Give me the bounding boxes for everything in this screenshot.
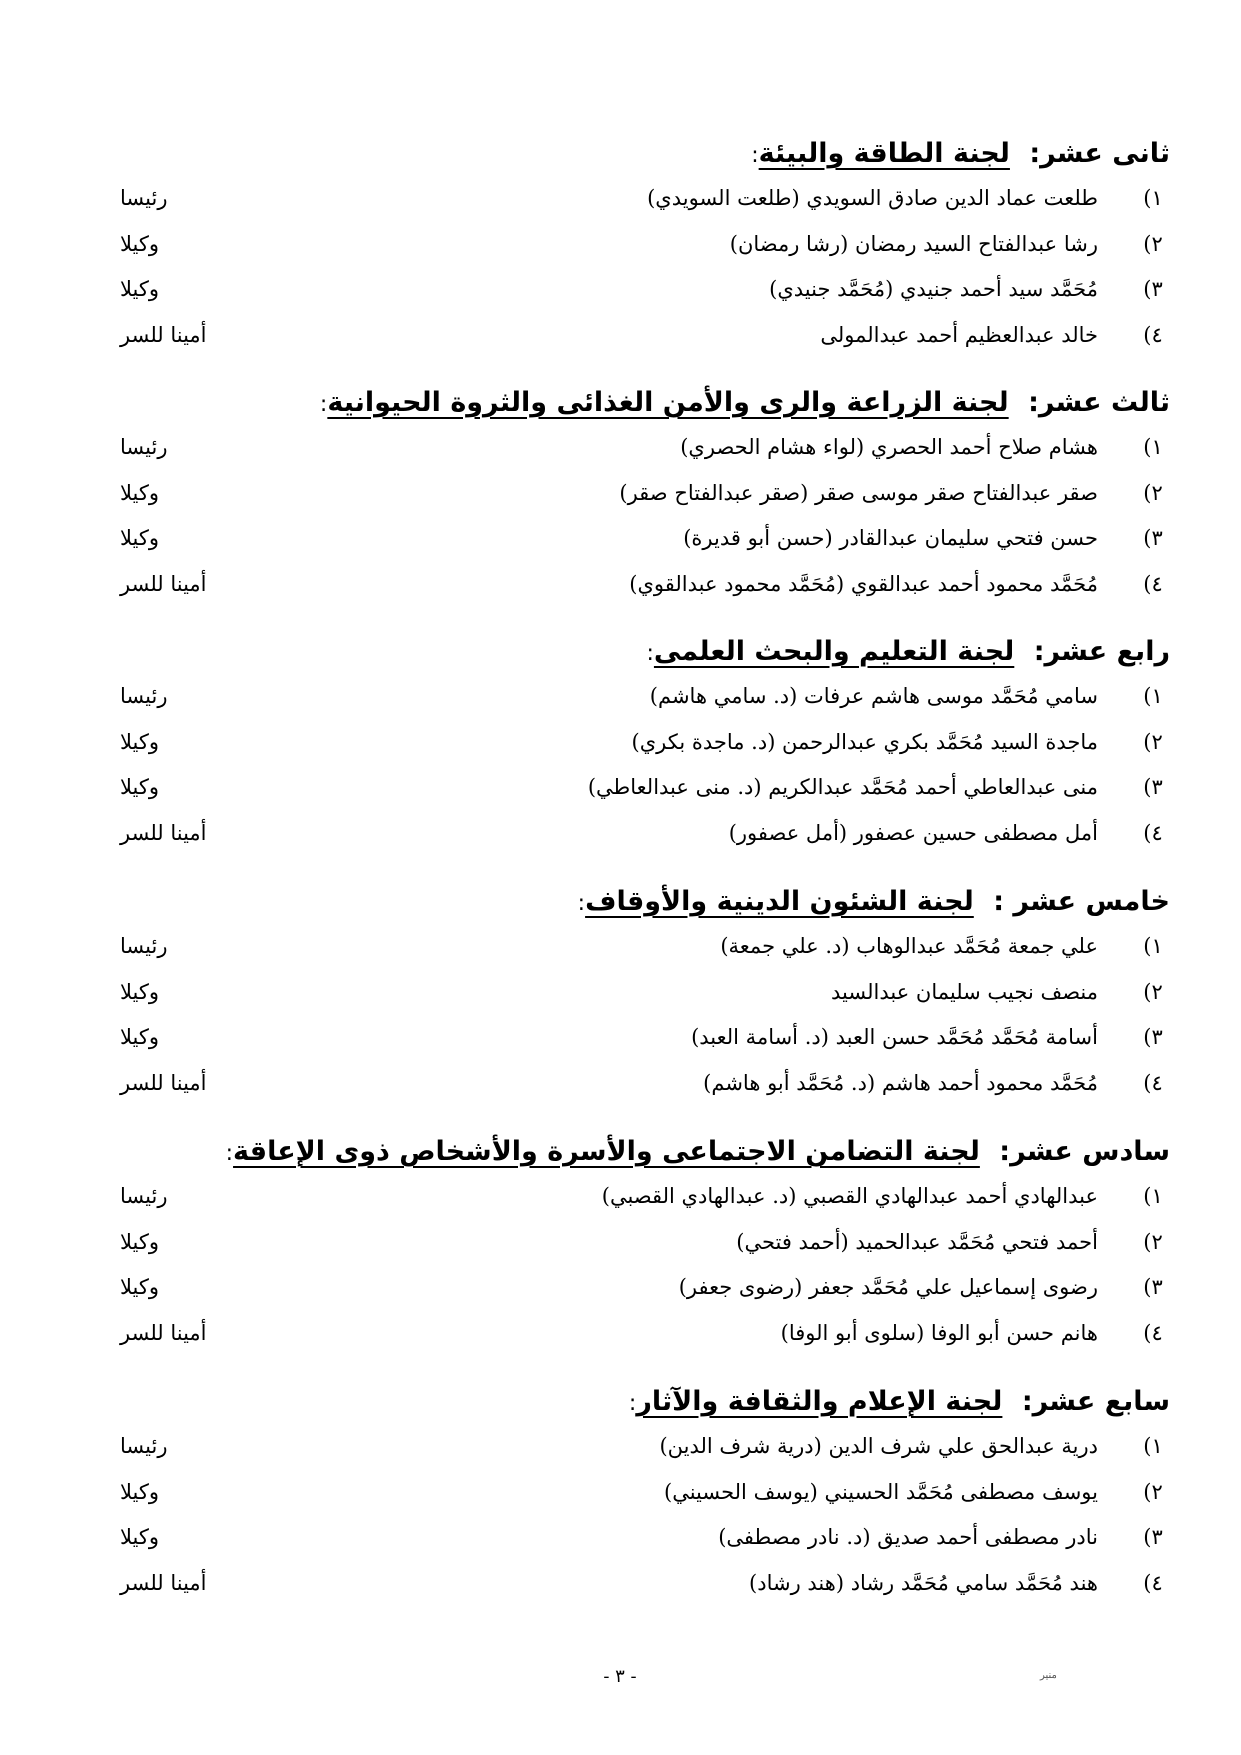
committee-section xyxy=(120,132,1170,358)
member-number: ١) xyxy=(1143,186,1163,210)
member-row xyxy=(120,516,1170,562)
member-role: وكيلا xyxy=(120,729,160,754)
member-name: درية عبدالحق علي شرف الدين (درية شرف الدين) xyxy=(659,1434,1098,1458)
section-heading: خامس عشر : لجنة الشئون الدينية والأوقاف: xyxy=(577,886,1170,917)
member-role: وكيلا xyxy=(120,1275,160,1299)
member-row xyxy=(120,1470,1170,1516)
member-role: رئيسا xyxy=(120,435,168,459)
member-role: رئيسا xyxy=(120,186,168,210)
committee-section xyxy=(120,381,1170,607)
section-ordinal: رابع عشر: xyxy=(1033,636,1170,667)
section-title: لجنة الزراعة والرى والأمن الغذائى والثروة الحيوانية xyxy=(327,387,1009,418)
member-row xyxy=(120,1561,1170,1607)
member-row xyxy=(120,176,1170,222)
member-name: مُحَمَّد سيد أحمد جنيدي (مُحَمَّد جنيدي) xyxy=(769,277,1098,301)
member-number: ٢) xyxy=(1143,480,1163,505)
member-name: هند مُحَمَّد سامي مُحَمَّد رشاد (هند رشاد) xyxy=(749,1570,1098,1595)
member-number: ١) xyxy=(1143,934,1163,958)
section-heading: سادس عشر: لجنة التضامن الاجتماعى والأسرة والأشخاص ذوى الإعاقة: xyxy=(225,1136,1170,1167)
member-row xyxy=(120,1424,1170,1470)
member-name: رشا عبدالفتاح السيد رمضان (رشا رمضان) xyxy=(729,231,1098,256)
section-title: لجنة التعليم والبحث العلمى xyxy=(653,636,1015,667)
section-heading: ثالث عشر: لجنة الزراعة والرى والأمن الغذائى والثروة الحيوانية: xyxy=(319,387,1170,418)
member-role: أمينا للسر xyxy=(120,571,207,596)
member-row xyxy=(120,720,1170,766)
member-role: وكيلا xyxy=(120,775,160,799)
member-role: أمينا للسر xyxy=(120,820,207,845)
section-ordinal: ثالث عشر: xyxy=(1028,387,1170,418)
committee-section xyxy=(120,1380,1170,1606)
member-row xyxy=(120,222,1170,268)
member-number: ٣) xyxy=(1143,277,1163,301)
member-row xyxy=(120,765,1170,811)
section-title: لجنة الشئون الدينية والأوقاف xyxy=(585,886,974,917)
page-number: - ٣ - xyxy=(603,1666,637,1687)
member-number: ١) xyxy=(1143,1184,1163,1208)
member-name: يوسف مصطفى مُحَمَّد الحسيني (يوسف الحسيني) xyxy=(664,1479,1098,1504)
member-number: ٢) xyxy=(1143,1229,1163,1254)
member-row xyxy=(120,1015,1170,1061)
member-number: ١) xyxy=(1143,435,1163,459)
member-role: وكيلا xyxy=(120,1525,160,1549)
section-ordinal: خامس عشر : xyxy=(993,886,1170,917)
member-name: أحمد فتحي مُحَمَّد عبدالحميد (أحمد فتحي) xyxy=(736,1229,1098,1254)
member-role: أمينا للسر xyxy=(120,1070,207,1095)
member-role: رئيسا xyxy=(120,1184,168,1208)
member-number: ٤) xyxy=(1143,1070,1163,1095)
member-role: وكيلا xyxy=(120,526,160,550)
committee-section xyxy=(120,880,1170,1106)
member-number: ٣) xyxy=(1143,775,1163,799)
committee-section xyxy=(120,630,1170,856)
member-number: ٣) xyxy=(1143,1275,1163,1299)
member-name: طلعت عماد الدين صادق السويدي (طلعت السويدي) xyxy=(647,186,1098,210)
section-ordinal: سادس عشر: xyxy=(999,1136,1170,1167)
member-name: خالد عبدالعظيم أحمد عبدالمولى xyxy=(820,322,1098,347)
section-title: لجنة الطاقة والبيئة xyxy=(758,138,1010,169)
member-name: علي جمعة مُحَمَّد عبدالوهاب (د. علي جمعة) xyxy=(720,934,1098,958)
section-heading: سابع عشر: لجنة الإعلام والثقافة والآثار: xyxy=(628,1386,1170,1417)
member-name: رضوى إسماعيل علي مُحَمَّد جعفر (رضوى جعفر) xyxy=(678,1275,1098,1299)
member-row xyxy=(120,425,1170,471)
section-heading: ثانى عشر: لجنة الطاقة والبيئة: xyxy=(751,138,1170,169)
member-role: أمينا للسر xyxy=(120,1320,207,1345)
committee-section xyxy=(120,1130,1170,1356)
member-role: رئيسا xyxy=(120,684,168,708)
member-name: أسامة مُحَمَّد مُحَمَّد حسن العبد (د. أسامة العبد) xyxy=(691,1025,1098,1049)
member-role: وكيلا xyxy=(120,979,160,1004)
member-name: منى عبدالعاطي أحمد مُحَمَّد عبدالكريم (د. منى عبدالعاطي) xyxy=(587,775,1098,799)
member-row xyxy=(120,674,1170,720)
member-number: ٢) xyxy=(1143,1479,1163,1504)
member-name: ماجدة السيد مُحَمَّد بكري عبدالرحمن (د. ماجدة بكري) xyxy=(631,729,1098,754)
member-name: حسن فتحي سليمان عبدالقادر (حسن أبو قديرة) xyxy=(683,526,1098,550)
member-role: وكيلا xyxy=(120,1025,160,1049)
member-name: مُحَمَّد محمود أحمد هاشم (د. مُحَمَّد أبو هاشم) xyxy=(703,1070,1098,1095)
member-name: أمل مصطفى حسين عصفور (أمل عصفور) xyxy=(728,820,1098,845)
member-name: سامي مُحَمَّد موسى هاشم عرفات (د. سامي هاشم) xyxy=(649,684,1098,708)
member-name: نادر مصطفى أحمد صديق (د. نادر مصطفى) xyxy=(718,1525,1098,1549)
member-name: صقر عبدالفتاح صقر موسى صقر (صقر عبدالفتاح صقر) xyxy=(619,480,1098,505)
member-number: ١) xyxy=(1143,1434,1163,1458)
member-row xyxy=(120,1061,1170,1107)
member-row xyxy=(120,562,1170,608)
member-name: عبدالهادي أحمد عبدالهادي القصبي (د. عبدالهادي القصبي) xyxy=(601,1184,1098,1208)
member-number: ٤) xyxy=(1143,1570,1163,1595)
member-number: ٤) xyxy=(1143,1320,1163,1345)
member-number: ٢) xyxy=(1143,979,1163,1004)
member-number: ١) xyxy=(1143,684,1163,708)
member-role: رئيسا xyxy=(120,934,168,958)
member-number: ٤) xyxy=(1143,322,1163,347)
member-row xyxy=(120,924,1170,970)
member-number: ٤) xyxy=(1143,571,1163,596)
member-number: ٢) xyxy=(1143,231,1163,256)
member-number: ٤) xyxy=(1143,820,1163,845)
member-name: هشام صلاح أحمد الحصري (لواء هشام الحصري) xyxy=(680,435,1098,459)
member-role: وكيلا xyxy=(120,480,160,505)
member-role: وكيلا xyxy=(120,1229,160,1254)
member-role: رئيسا xyxy=(120,1434,168,1458)
section-title: لجنة الإعلام والثقافة والآثار xyxy=(636,1386,1003,1417)
member-row xyxy=(120,1515,1170,1561)
member-number: ٣) xyxy=(1143,1525,1163,1549)
member-role: وكيلا xyxy=(120,1479,160,1504)
section-ordinal: سابع عشر: xyxy=(1021,1386,1170,1417)
member-number: ٢) xyxy=(1143,729,1163,754)
member-name: منصف نجيب سليمان عبدالسيد xyxy=(831,979,1098,1004)
member-row xyxy=(120,1311,1170,1357)
member-row xyxy=(120,1265,1170,1311)
section-heading: رابع عشر: لجنة التعليم والبحث العلمى: xyxy=(646,636,1170,667)
section-title: لجنة التضامن الاجتماعى والأسرة والأشخاص ذوى الإعاقة xyxy=(233,1136,980,1167)
member-row xyxy=(120,811,1170,857)
member-row xyxy=(120,267,1170,313)
member-role: وكيلا xyxy=(120,231,160,256)
member-role: أمينا للسر xyxy=(120,1570,207,1595)
member-number: ٣) xyxy=(1143,526,1163,550)
member-role: وكيلا xyxy=(120,277,160,301)
footer-mark: منير xyxy=(1040,1670,1057,1681)
member-row xyxy=(120,1174,1170,1220)
member-name: مُحَمَّد محمود أحمد عبدالقوي (مُحَمَّد محمود عبدالقوي) xyxy=(629,571,1098,596)
member-name: هانم حسن أبو الوفا (سلوى أبو الوفا) xyxy=(780,1320,1098,1345)
member-role: أمينا للسر xyxy=(120,322,207,347)
member-row xyxy=(120,970,1170,1016)
section-ordinal: ثانى عشر: xyxy=(1029,138,1170,169)
member-number: ٣) xyxy=(1143,1025,1163,1049)
member-row xyxy=(120,471,1170,517)
member-row xyxy=(120,313,1170,359)
member-row xyxy=(120,1220,1170,1266)
